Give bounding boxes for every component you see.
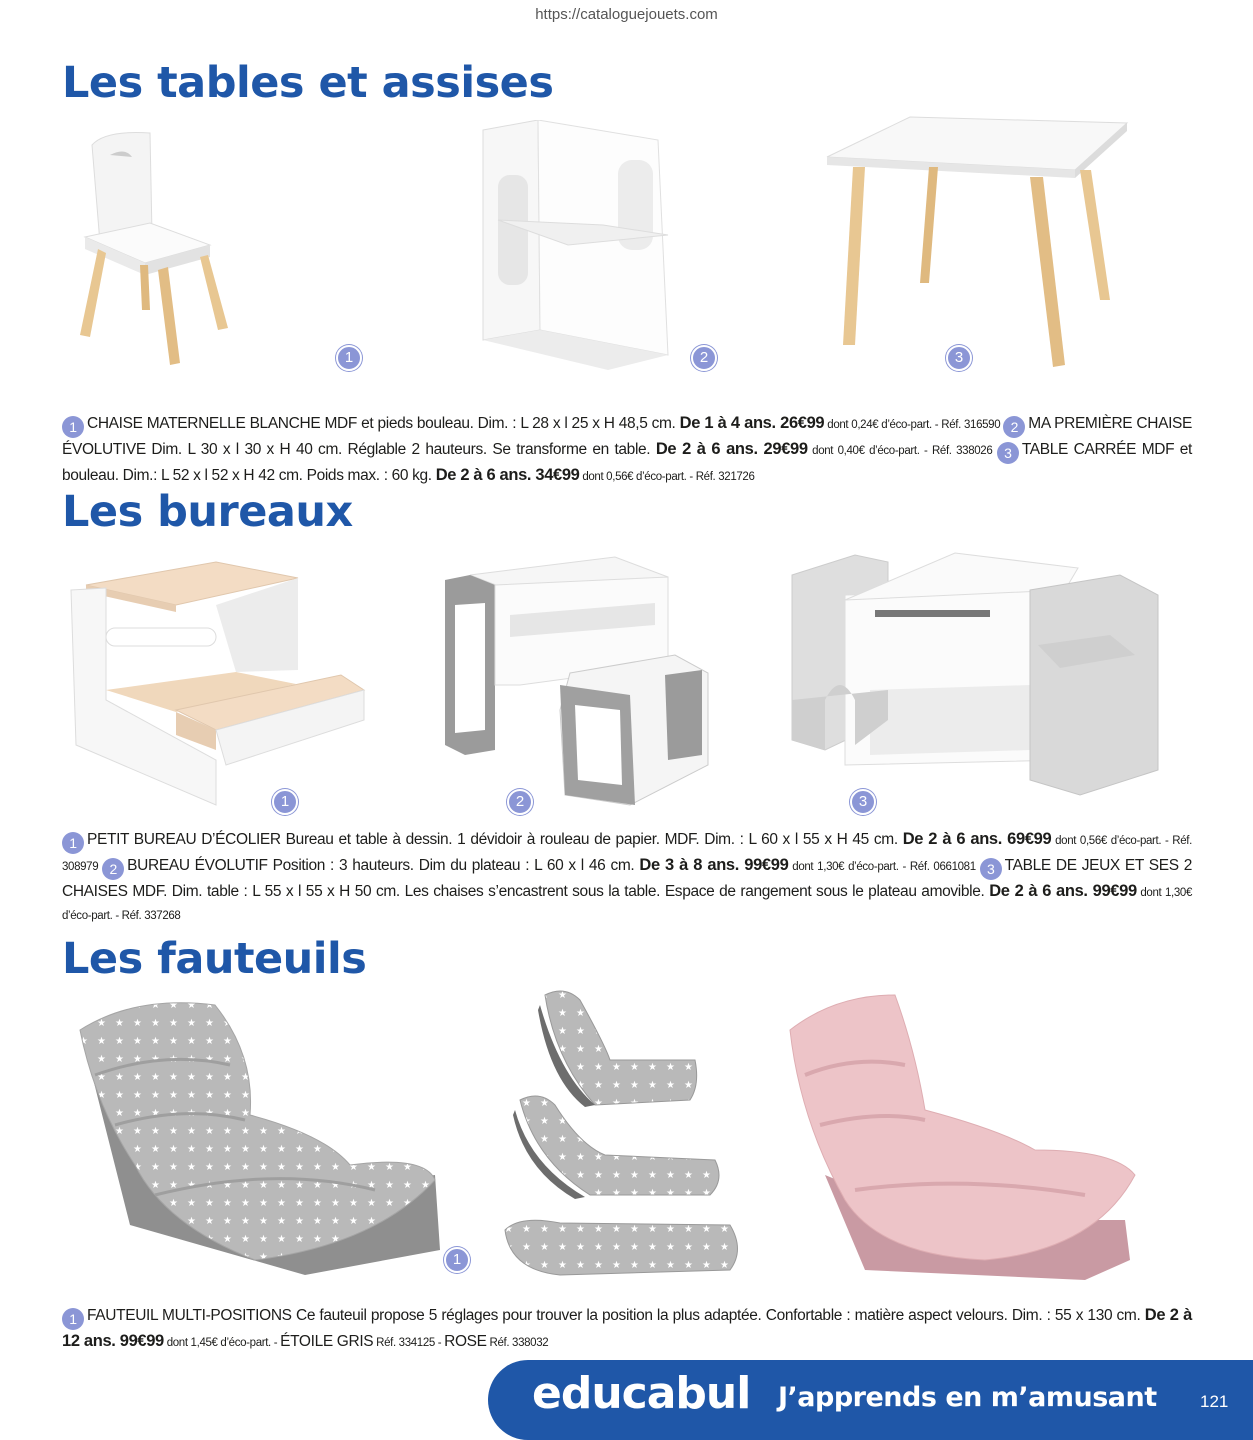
product-name: BUREAU ÉVOLUTIF — [127, 857, 268, 874]
variant-ref: Réf. 338032 — [486, 1337, 549, 1349]
product-ref: dont 0,56€ d’éco-part. - Réf. 308979 — [62, 835, 1193, 873]
product-name: FAUTEUIL MULTI-POSITIONS — [87, 1307, 292, 1324]
badge-3: 3 — [946, 345, 972, 371]
product-ref: dont 1,30€ d’éco-part. - Réf. 0661081 — [788, 861, 980, 873]
pink-floor-chair-photo — [785, 990, 1140, 1285]
badge-1: 1 — [336, 345, 362, 371]
item-number: 3 — [980, 858, 1002, 880]
evolutive-desk-photo — [440, 555, 710, 810]
bureau-item-2 — [102, 856, 980, 877]
product-text: Ce fauteuil propose 5 réglages pour trouver la position la plus adaptée. Confortable : matière aspect velours. Dim. : 55 x 130 cm. — [291, 1307, 1145, 1324]
section-title-fauteuils: Les fauteuils — [62, 934, 367, 984]
play-table-chairs-photo — [790, 550, 1160, 810]
product-age-price: De 2 à 6 ans. 29€99 — [655, 440, 808, 458]
chair-positions-photo — [500, 985, 745, 1285]
section-title-bureaux: Les bureaux — [62, 487, 353, 537]
item-number: 3 — [997, 442, 1019, 464]
item-number: 1 — [62, 1308, 84, 1330]
badge-1: 1 — [272, 789, 298, 815]
product-name: MA PREMIÈRE CHAISE ÉVOLUTIVE — [62, 415, 1193, 458]
variant-star-grey: ÉTOILE GRIS — [280, 1333, 374, 1350]
badge-2: 2 — [691, 345, 717, 371]
fauteuil-item-1 — [62, 1307, 1192, 1350]
badge-1: 1 — [444, 1247, 470, 1273]
product-text: Bureau et table à dessin. 1 dévidoir à rouleau de papier. MDF. Dim. : L 60 x l 55 x H 45 cm. — [280, 831, 903, 848]
product-age-price: De 1 à 4 ans. 26€99 — [679, 414, 825, 432]
product-ref: dont 0,24€ d’éco-part. - Réf. 316590 — [824, 419, 1004, 431]
school-desk-photo — [66, 560, 366, 815]
brand-logo: educabul — [532, 1368, 751, 1419]
square-table-photo — [825, 115, 1130, 375]
page-number: 121 — [1200, 1392, 1229, 1411]
product-text: Position : 3 hauteurs. Dim du plateau : L 60 x l 46 cm. — [267, 857, 640, 874]
product-ecopart: dont 1,45€ d’éco-part. - — [163, 1337, 281, 1349]
table-item-1 — [62, 414, 1004, 435]
section-title-tables: Les tables et assises — [62, 58, 554, 108]
product-name: PETIT BUREAU D’ÉCOLIER — [87, 831, 281, 848]
badge-2: 2 — [507, 789, 533, 815]
product-age-price: De 2 à 6 ans. 34€99 — [435, 466, 580, 484]
evolutive-chair-photo — [478, 120, 678, 375]
product-age-price: De 2 à 12 ans. 99€99 — [62, 1306, 1192, 1350]
bureaux-description — [62, 828, 1192, 927]
product-text: Dim. L 30 x l 30 x H 40 cm. Réglable 2 hauteurs. Se transforme en table. — [145, 441, 656, 458]
item-number: 1 — [62, 416, 84, 438]
item-number: 2 — [1003, 416, 1025, 438]
item-number: 1 — [62, 832, 84, 854]
product-text: MDF et bouleau. Dim.: L 52 x l 52 x H 42 cm. Poids max. : 60 kg. — [62, 441, 1193, 484]
tables-description — [62, 412, 1192, 488]
product-ref: dont 1,30€ d’éco-part. - Réf. 337268 — [62, 887, 1192, 922]
product-age-price: De 2 à 6 ans. 69€99 — [902, 830, 1052, 848]
product-name: CHAISE MATERNELLE BLANCHE — [87, 415, 321, 432]
grey-star-floor-chair-photo — [75, 995, 443, 1280]
product-text: MDF. Dim. table : L 55 x l 55 x H 50 cm. Les chaises s’encastrent sous la table. Espace de rangement sous le plateau amovible. — [127, 883, 990, 900]
product-name: TABLE DE JEUX ET SES 2 CHAISES — [62, 857, 1192, 900]
product-text: MDF et pieds bouleau. Dim. : L 28 x l 25 x H 48,5 cm. — [320, 415, 680, 432]
product-age-price: De 2 à 6 ans. 99€99 — [989, 882, 1137, 900]
source-url[interactable]: https://cataloguejouets.com — [535, 6, 718, 23]
brand-slogan: J’apprends en m’amusant — [778, 1382, 1157, 1413]
item-number: 2 — [102, 858, 124, 880]
variant-pink: ROSE — [444, 1333, 487, 1350]
white-chair-photo — [70, 125, 300, 375]
fauteuils-description — [62, 1304, 1192, 1354]
product-age-price: De 3 à 8 ans. 99€99 — [639, 856, 789, 874]
badge-3: 3 — [850, 789, 876, 815]
variant-ref: Réf. 334125 - — [373, 1337, 445, 1349]
product-ref: dont 0,56€ d’éco-part. - Réf. 321726 — [579, 471, 755, 483]
product-name: TABLE CARRÉE — [1021, 441, 1137, 458]
product-ref: dont 0,40€ d’éco-part. - Réf. 338026 — [807, 445, 997, 457]
